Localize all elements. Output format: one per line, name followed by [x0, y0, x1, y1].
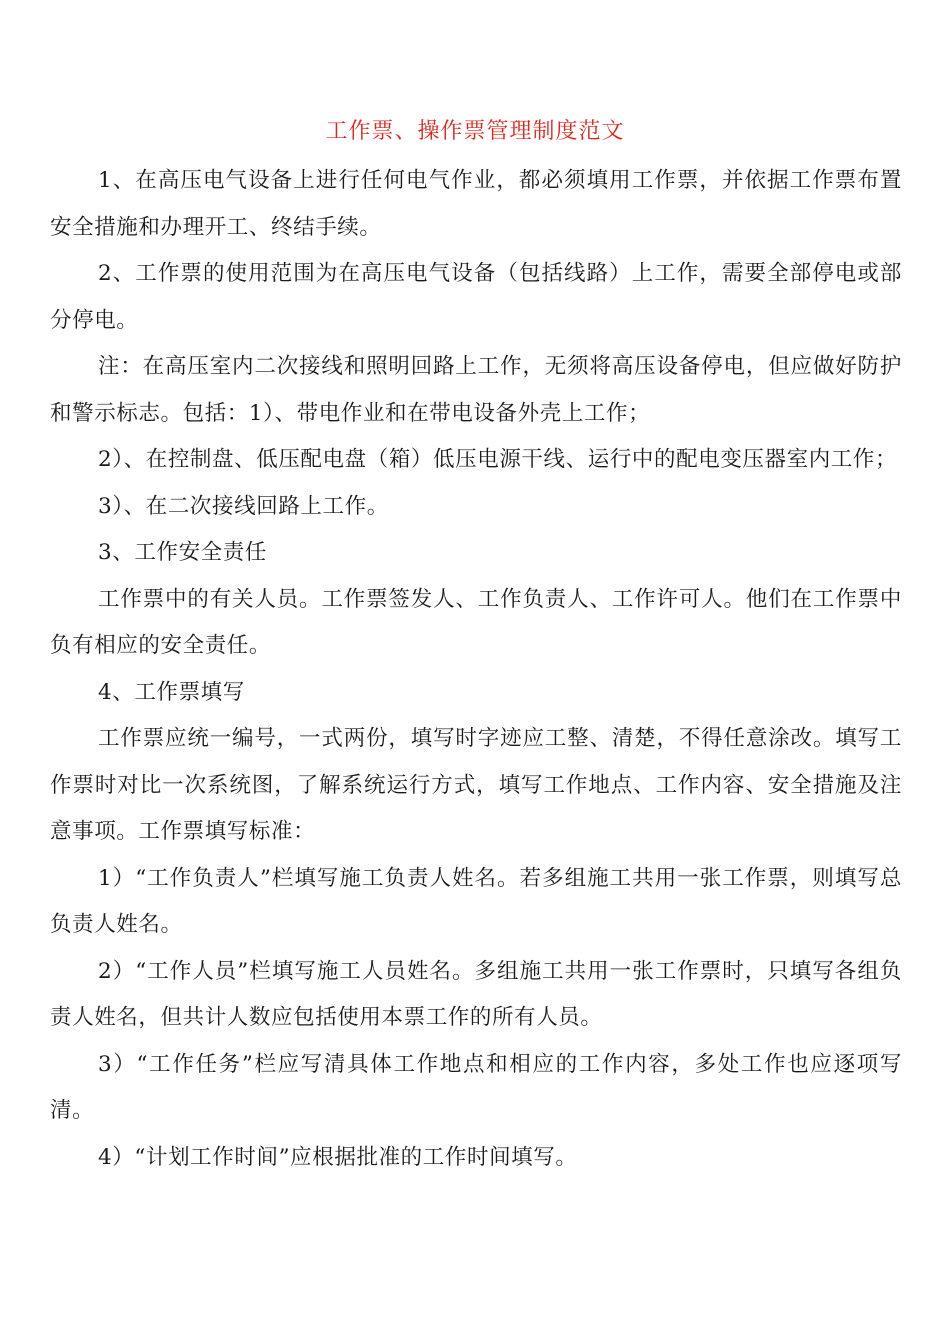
section-heading-3: 3、工作安全责任	[98, 540, 267, 565]
paragraph-rule-4: 4）“计划工作时间”应根据批准的工作时间填写。	[98, 1144, 578, 1170]
paragraph-filling: 工作票应统一编号，一式两份，填写时字迹应工整、清楚，不得任意涂改。填写工作票时对比一次系统图，了解系统运行方式，填写工作地点、工作内容、安全措施及注意事项。工作票填写标准：	[50, 726, 902, 844]
paragraph-note-item-3: 3）、在二次接线回路上工作。	[98, 493, 389, 519]
paragraph-note: 注：在高压室内二次接线和照明回路上工作，无须将高压设备停电，但应做好防护和警示标志。包括：1）、带电作业和在带电设备外壳上工作；	[50, 354, 902, 426]
paragraph-2: 2、工作票的使用范围为在高压电气设备（包括线路）上工作，需要全部停电或部分停电。	[50, 261, 902, 333]
section-heading-4: 4、工作票填写	[98, 679, 245, 705]
paragraph-note-item-2: 2）、在控制盘、低压配电盘（箱）低压电源干线、运行中的配电变压器室内工作；	[98, 447, 898, 472]
document-body	[50, 158, 902, 1181]
paragraph-responsibility: 工作票中的有关人员。工作票签发人、工作负责人、工作许可人。他们在工作票中负有相应的安全责任。	[50, 586, 902, 658]
document-title: 工作票、操作票管理制度范文	[325, 119, 625, 144]
paragraph-rule-2: 2）“工作人员”栏填写施工人员姓名。多组施工共用一张工作票时，只填写各组负责人姓名，但共计人数应包括使用本票工作的所有人员。	[50, 958, 902, 1030]
paragraph-1: 1、在高压电气设备上进行任何电气作业，都必须填用工作票，并依据工作票布置安全措施和办理开工、终结手续。	[50, 168, 902, 240]
paragraph-rule-1: 1）“工作负责人”栏填写施工负责人姓名。若多组施工共用一张工作票，则填写总负责人姓名。	[50, 865, 902, 937]
paragraph-rule-3: 3）“工作任务”栏应写清具体工作地点和相应的工作内容，多处工作也应逐项写清。	[50, 1051, 902, 1123]
